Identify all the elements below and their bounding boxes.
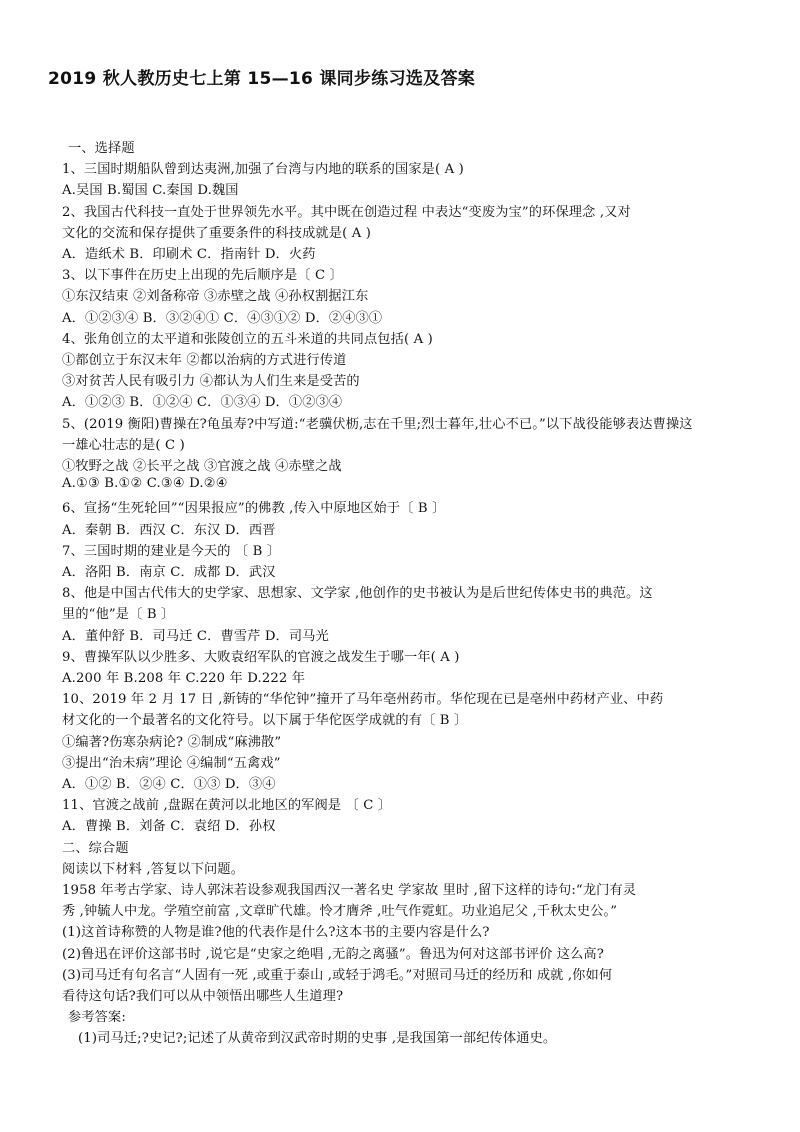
- text-line: A．①② B．②④ C．①③ D．③④: [62, 777, 276, 792]
- text-line: 里的“他”是〔 B 〕: [62, 607, 175, 623]
- text-line: (2)鲁迅在评价这部书时 ,说它是“史家之绝唱 ,无韵之离骚”。鲁迅为何对这部书评价 这么高?: [62, 946, 604, 962]
- text-line: 2、我国古代科技一直处于世界领先水平。其中既在创造过程 中表达“变废为宝”的环保理念 ,又对: [62, 204, 631, 220]
- text-line: 参考答案:: [68, 1010, 126, 1026]
- text-line: A．董仲舒 B．司马迁 C．曹雪芹 D．司马光: [62, 628, 329, 644]
- text-line: 文化的交流和保存提供了重要条件的科技成就是( A ): [62, 225, 372, 241]
- text-line: 4、张角创立的太平道和张陵创立的五斗米道的共同点包括( A ): [62, 331, 433, 347]
- text-line: (1)司马迁;?史记?;记述了从黄帝到汉武帝时期的史事 ,是我国第一部纪传体通史。: [78, 1031, 557, 1047]
- text-line: ①牧野之战 ②长平之战 ③官渡之战 ④赤壁之战: [62, 459, 342, 474]
- text-line: 阅读以下材料 ,答复以下问题。: [62, 861, 245, 877]
- text-line: 1958 年考古学家、诗人郭沫若设参观我国西汉一著名史 学家故 里时 ,留下这样的诗句:“龙门有灵: [62, 883, 637, 898]
- text-line: 8、他是中国古代伟大的史学家、思想家、文学家 ,他创作的史书被认为是后世纪传体史书的典范。这: [62, 586, 653, 602]
- text-line: A．造纸术 B．印刷术 C．指南针 D．火药: [62, 247, 316, 262]
- text-line: 1、三国时期船队曾到达夷洲,加强了台湾与内地的联系的国家是( A ): [62, 162, 464, 178]
- text-line: ③对贫苦人民有吸引力 ④都认为人们生来是受苦的: [62, 374, 360, 390]
- text-line: 一雄心壮志的是( C ): [62, 437, 185, 453]
- text-line: ①编著?伤寒杂病论? ②制成“麻沸散”: [62, 734, 282, 750]
- text-line: 5、(2019 衡阳)曹操在?龟虽寿?中写道:“老骥伏枥,志在千里;烈士暮年,壮心不已。”以下战役能够表达曹操这: [62, 416, 693, 432]
- text-line: A.①③ B.①② C.③④ D.②④: [62, 476, 228, 492]
- text-line: 看待这句话?我们可以从中领悟出哪些人生道理?: [62, 989, 344, 1004]
- text-line: A．秦朝 B．西汉 C．东汉 D．西晋: [62, 522, 276, 538]
- text-line: 10、2019 年 2 月 17 日 ,新铸的“华佗钟”撞开了马年亳州药市。华佗现在已是亳州中药材产业、中药: [62, 692, 664, 708]
- text-line: (3)司马迁有句名言“人固有一死 ,或重于泰山 ,或轻于鸿毛。”对照司马迁的经历和 成就 ,你如何: [62, 967, 613, 983]
- text-line: 一、选择题: [68, 141, 135, 156]
- text-line: 7、三国时期的建业是今天的 〔 B 〕: [62, 543, 281, 559]
- text-line: A.200 年 B.208 年 C.220 年 D.222 年: [62, 671, 306, 686]
- text-line: A．①②③ B．①②④ C．①③④ D．①②③④: [62, 395, 343, 411]
- text-line: A．①②③④ B．③②④① C．④③①② D．②④③①: [62, 310, 383, 326]
- text-line: 11、官渡之战前 ,盘踞在黄河以北地区的军阀是 〔 C 〕: [62, 798, 392, 814]
- text-line: ③提出“治未病”理论 ④编制“五禽戏”: [62, 755, 281, 771]
- text-line: 二、综合题: [62, 840, 129, 856]
- text-line: A.吴国 B.蜀国 C.秦国 D.魏国: [62, 183, 239, 199]
- text-line: ①都创立于东汉末年 ②都以治病的方式进行传道: [62, 353, 347, 368]
- text-line: A．洛阳 B．南京 C．成都 D．武汉: [62, 565, 276, 580]
- text-line: 9、曹操军队以少胜多、大败袁绍军队的官渡之战发生于哪一年( A ): [62, 649, 460, 665]
- text-line: A．曹操 B．刘备 C．袁绍 D．孙权: [62, 819, 276, 835]
- document-title: 2019 秋人教历史七上第 15—16 课同步练习选及答案: [48, 69, 476, 89]
- text-line: 秀 ,钟毓人中龙。学殖空前富 ,文章旷代雄。怜才膺斧 ,吐气作霓虹。功业追尼父 ,千秋太史公。”: [62, 904, 618, 920]
- text-line: (1)这首诗称赞的人物是谁?他的代表作是什么?这本书的主要内容是什么?: [62, 925, 490, 941]
- text-line: 材文化的一个最著名的文化符号。以下属于华佗医学成就的有〔 B 〕: [62, 713, 468, 729]
- text-line: 6、宣扬“生死轮回”“因果报应”的佛教 ,传入中原地区始于〔 B 〕: [62, 501, 446, 517]
- text-line: 3、以下事件在历史上出现的先后顺序是〔 C 〕: [62, 268, 343, 284]
- text-line: ①东汉结束 ②刘备称帝 ③赤壁之战 ④孙权割据江东: [62, 289, 369, 305]
